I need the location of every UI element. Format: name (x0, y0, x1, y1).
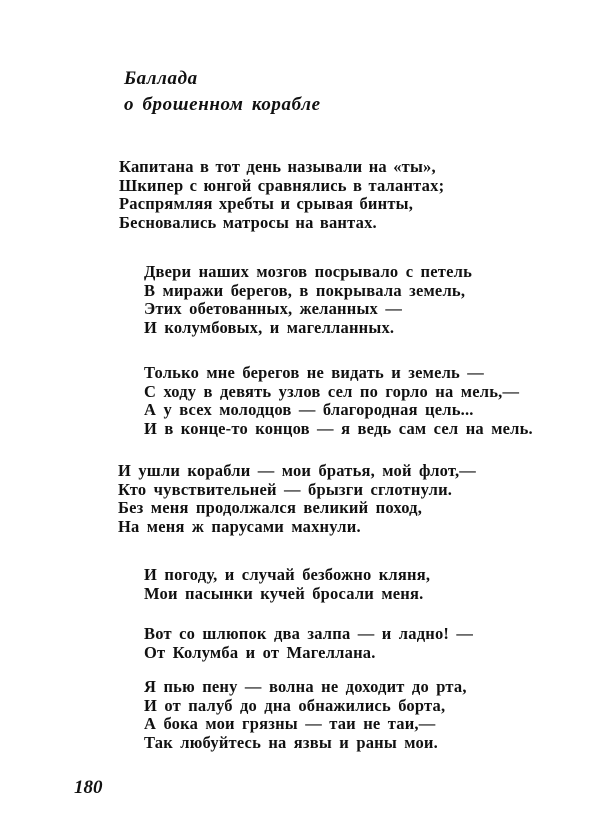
stanza-6 (144, 625, 473, 662)
verse-line: Мои пасынки кучей бросали меня. (144, 583, 424, 603)
verse-line: Кто чувствительней — брызги сглотнули. (118, 479, 453, 499)
verse-line: Капитана в тот день называли на «ты», (119, 157, 436, 176)
verse-line: Этих обетованных, желанных — (144, 299, 403, 319)
verse-line: На меня ж парусами махнули. (118, 516, 361, 536)
verse-line: И ушли корабли — мои братья, мой флот,— (118, 461, 476, 480)
stanza-4 (118, 462, 476, 536)
verse-line: И погоду, и случай безбожно кляня, (144, 565, 431, 584)
verse-line: И колумбовых, и магелланных. (144, 317, 395, 337)
verse-line: Только мне берегов не видать и земель — (144, 363, 485, 382)
verse-line: А бока мои грязны — таи не таи,— (144, 714, 436, 734)
poem-title-line-1: Баллада (124, 68, 198, 89)
verse-line: Распрямляя хребты и срывая бинты, (119, 194, 414, 214)
verse-line: Без меня продолжался великий поход, (118, 498, 423, 518)
stanza-2 (144, 263, 472, 337)
verse-line: От Колумба и от Магеллана. (144, 642, 376, 662)
page-number: 180 (74, 777, 103, 798)
stanza-5 (144, 566, 430, 603)
verse-line: Я пью пену — волна не доходит до рта, (144, 677, 467, 696)
verse-line: И от палуб до дна обнажились борта, (144, 695, 446, 715)
stanza-1 (119, 158, 444, 232)
poem-title-line-2: о брошенном корабле (124, 94, 321, 115)
verse-line: А у всех молодцов — благородная цель... (144, 400, 474, 420)
verse-line: Так любуйтесь на язвы и раны мои. (144, 732, 438, 752)
verse-line: Двери наших мозгов посрывало с петель (144, 262, 472, 281)
verse-line: С ходу в девять узлов сел по горло на мель,— (144, 381, 520, 401)
verse-line: В миражи берегов, в покрывала земель, (144, 280, 466, 300)
poem-title (124, 66, 321, 118)
stanza-3 (144, 364, 533, 438)
verse-line: И в конце-то концов — я ведь сам сел на мель. (144, 418, 533, 438)
stanza-7 (144, 678, 467, 752)
verse-line: Вот со шлюпок два залпа — и ладно! — (144, 624, 474, 643)
verse-line: Шкипер с юнгой сравнялись в талантах; (119, 175, 445, 195)
verse-line: Бесновались матросы на вантах. (119, 212, 377, 232)
